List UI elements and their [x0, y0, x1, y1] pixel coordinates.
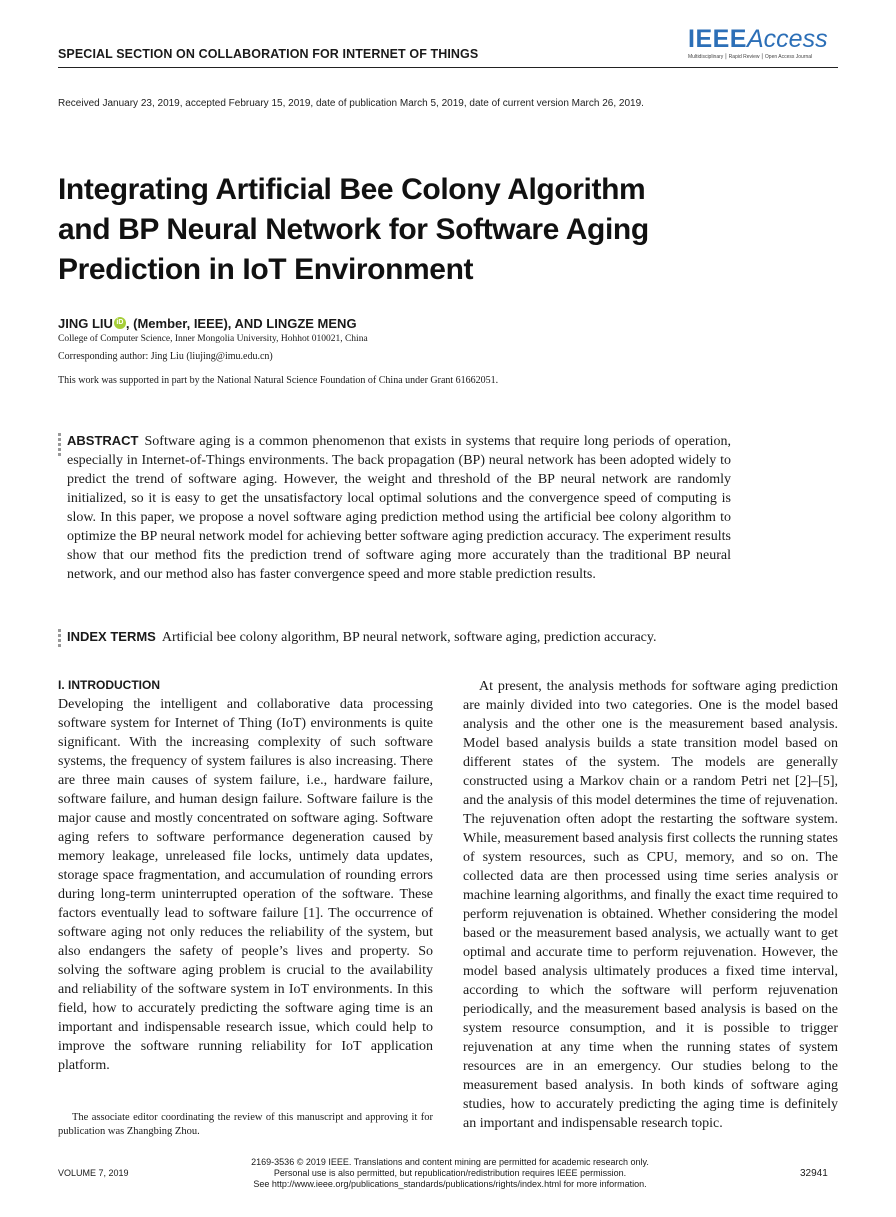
logo-tagline: Multidisciplinary ⎮ Rapid Review ⎮ Open Access Journal — [688, 54, 813, 60]
license-line-2: Personal use is also permitted, but republication/redistribution requires IEEE permission. — [273, 1168, 627, 1178]
abstract — [67, 431, 731, 584]
intro-paragraph-1: Developing the intelligent and collaborative data processing software system for Internet of Thing (IoT) environments is quite significant. With the increasing complexity of such software systems, the frequency of system failures is also increasing. There are three main causes of system failure, i.e., hardware failure, software failure, and human design failure. Software failure is the major cause and mostly concentrated on software aging. Software aging refers to software performance degeneration caused by memory leakage, unreleased file locks, untimely data updates, storage space fragmentation, and accumulation of rounding errors during long-term uninterrupted operation of the software. These factors eventually lead to software failure [1]. The occurrence of software aging not only reduces the reliability of the system, but also endangers the safety of people’s lives and property. So solving the software aging problem is crucial to the availability and reliability of the software system in IoT environments. In this field, how to accurately predicting the software aging time is an important and indispensable research issue, which could help to improve the software running reliability for IoT application platform. — [58, 697, 433, 1073]
received-dates: Received January 23, 2019, accepted February 15, 2019, date of publication March 5, 2019, date of current version March 26, 2019. — [58, 98, 644, 109]
intro-heading: I. INTRODUCTION — [58, 678, 160, 692]
index-terms-marker — [58, 629, 61, 649]
left-column — [58, 677, 433, 1075]
editor-footnote: The associate editor coordinating the review of this manuscript and approving it for publication was Zhangbing Zhou. — [58, 1112, 433, 1137]
funding-note: This work was supported in part by the National Natural Science Foundation of China under Grant 61662051. — [58, 375, 499, 386]
abstract-heading: ABSTRACT — [67, 433, 139, 448]
license-line-1: 2169-3536 © 2019 IEEE. Translations and content mining are permitted for academic research only. — [251, 1157, 649, 1167]
page-number: 32941 — [800, 1168, 828, 1179]
index-terms-heading: INDEX TERMS — [67, 629, 156, 644]
author-line — [58, 316, 357, 331]
affiliation: College of Computer Science, Inner Mongolia University, Hohhot 010021, China — [58, 334, 368, 344]
intro-paragraph-2: At present, the analysis methods for software aging prediction are mainly divided into two categories. One is the model based analysis and the other one is the measurement based analysis. Model based analysis builds a state transition model based on different states of the system. The models are generally constructed using a Markov chain or a random Petri net [2]–[5], and the analysis of this model determines the time of rejuvenation. The rejuvenation often adopt the restarting the software system. While, measurement based analysis first collects the running states of system resources, such as CPU, memory, and so on. The collected data are then processed using time series analysis or machine learning algorithms, and finally the exact time required to perform rejuvenation is obtained. Whether considering the model based or the measurement based analysis, we actually want to get optimal and accurate time to perform rejuvenation. However, the model based analysis ultimately produces a fixed time interval, according to which the software will perform rejuvenation periodically, and the measurement based analysis is based on the system resource consumption, and it is possible to trigger rejuvenation at any time when the running states of system resources are in an emergency. Our studies belong to the measurement based analysis. In both kinds of software aging studies, how to accurately predicting the aging time is definitely an important and indispensable research topic. — [463, 679, 838, 1131]
paper-title: Integrating Artificial Bee Colony Algorithm and BP Neural Network for Software Aging Prediction in IoT Environment — [58, 173, 649, 286]
abstract-marker — [58, 433, 61, 458]
license-notice — [230, 1157, 670, 1190]
index-terms — [67, 627, 767, 647]
first-author: JING LIU — [58, 316, 113, 331]
logo-access: Access — [746, 25, 828, 53]
section-label: SPECIAL SECTION ON COLLABORATION FOR INTERNET OF THINGS — [58, 47, 479, 61]
corresponding-author: Corresponding author: Jing Liu (liujing@imu.edu.cn) — [58, 351, 273, 362]
other-authors: , (Member, IEEE), AND LINGZE MENG — [125, 316, 357, 331]
index-terms-text: Artificial bee colony algorithm, BP neural network, software aging, prediction accuracy. — [161, 630, 657, 645]
header-rule — [58, 67, 838, 68]
license-line-3[interactable]: See http://www.ieee.org/publications_standards/publications/rights/index.html for more information. — [253, 1179, 647, 1189]
ieee-access-logo — [688, 26, 848, 60]
logo-ieee: IEEE — [688, 25, 747, 53]
volume-label: VOLUME 7, 2019 — [58, 1168, 129, 1178]
abstract-text: Software aging is a common phenomenon that exists in systems that require long periods of operation, especially in Internet-of-Things environments. The back propagation (BP) neural network has been adopted widely to predict the trend of software aging. However, the weight and threshold of the BP neural network are randomly initialized, so it is easy to get the unsatisfactory local optimal solutions and the convergence speed of computing is slow. In this paper, we propose a novel software aging prediction method using the artificial bee colony algorithm to optimize the BP neural network model for achieving better software aging prediction accuracy. The experiment results show that our method fits the prediction trend of software aging more accurately than the traditional BP neural network, and our method also has faster convergence speed and more stable prediction results. — [67, 434, 731, 582]
right-column — [463, 677, 838, 1133]
orcid-icon[interactable]: iD — [114, 317, 126, 329]
